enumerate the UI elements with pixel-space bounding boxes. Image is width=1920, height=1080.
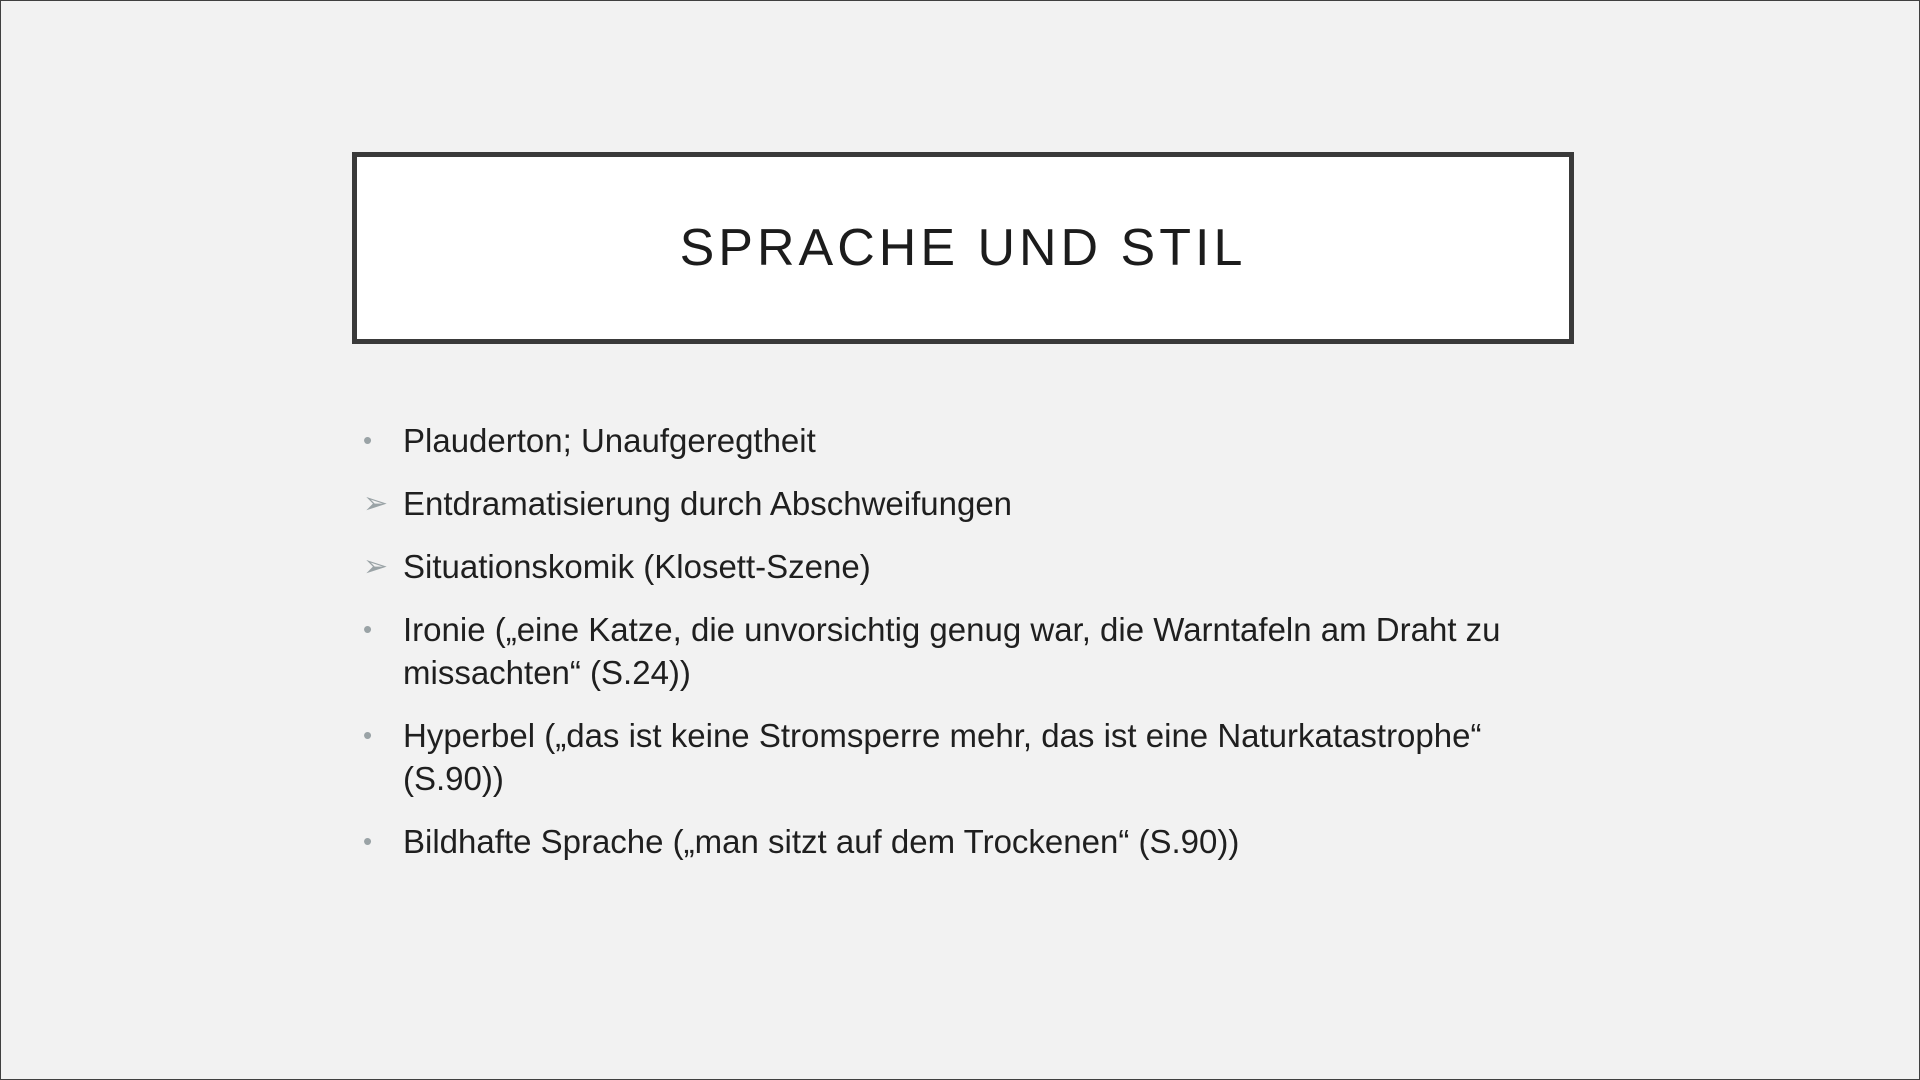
bullet-text: Situationskomik (Klosett-Szene)	[403, 548, 871, 585]
bullet-dot-icon: •	[363, 614, 373, 644]
bullet-item	[363, 482, 1513, 525]
bullet-text: Bildhafte Sprache („man sitzt auf dem Trockenen“ (S.90))	[403, 823, 1240, 860]
bullet-text: Ironie („eine Katze, die unvorsichtig genug war, die Warntafeln am Draht zu missachten“ (S.24))	[403, 611, 1501, 691]
title-box	[352, 152, 1574, 344]
bullet-text: Hyperbel („das ist keine Stromsperre mehr, das ist eine Naturkatastrophe“ (S.90))	[403, 717, 1482, 797]
bullet-item	[363, 608, 1513, 694]
bullet-item	[363, 419, 1513, 462]
bullet-dot-icon: •	[363, 720, 373, 750]
bullet-item	[363, 714, 1513, 800]
bullet-dot-icon: •	[363, 425, 373, 455]
bullet-arrow-icon: ➢	[363, 487, 389, 520]
bullet-list	[363, 419, 1513, 883]
bullet-text: Entdramatisierung durch Abschweifungen	[403, 485, 1013, 522]
bullet-item	[363, 820, 1513, 863]
bullet-dot-icon: •	[363, 826, 373, 856]
bullet-item	[363, 545, 1513, 588]
bullet-arrow-icon: ➢	[363, 550, 389, 583]
bullet-text: Plauderton; Unaufgeregtheit	[403, 422, 816, 459]
slide-title: SPRACHE UND STIL	[679, 219, 1247, 277]
